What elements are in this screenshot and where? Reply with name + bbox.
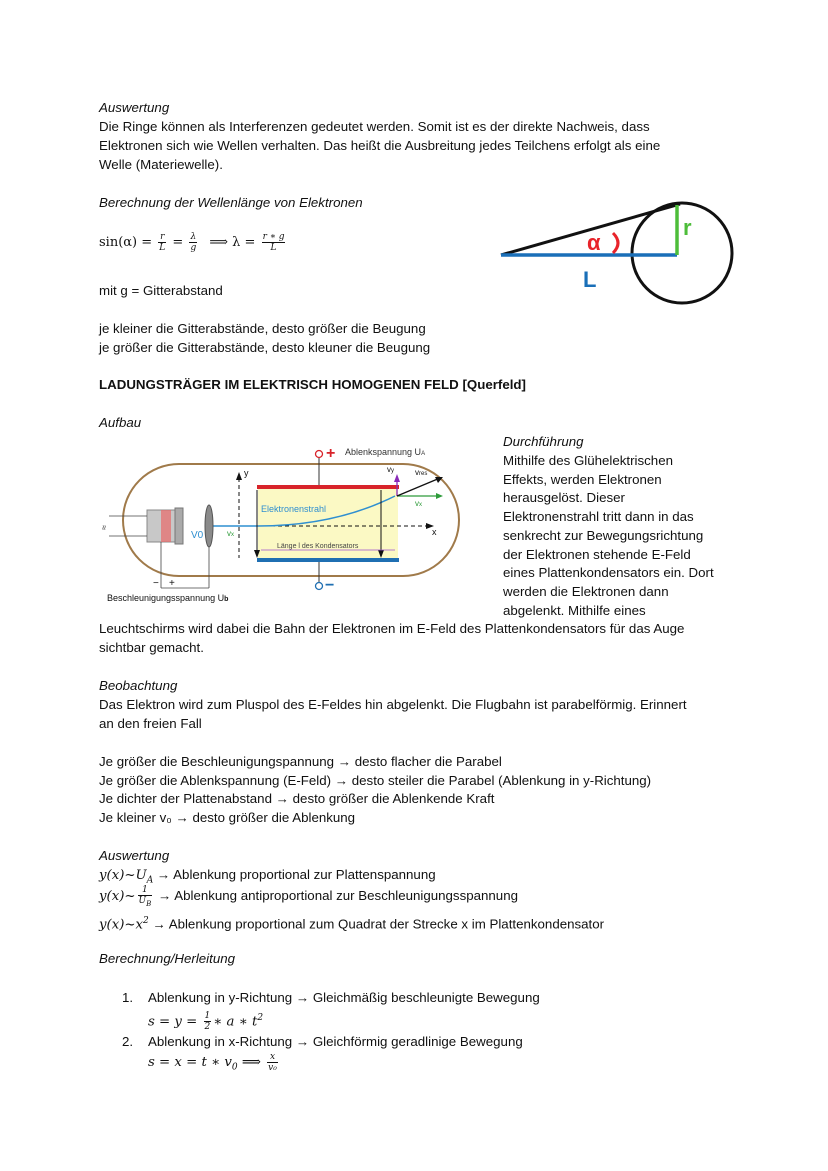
fraction-rg-over-l [262,232,286,253]
formula-1-lhs: s = y = [148,1014,198,1030]
fraction-numerator: x [267,1052,278,1063]
vx-left-sub: x [231,532,234,538]
angle-arc [613,233,618,253]
mit-g-text: mit g = Gitterabstand [99,283,223,298]
fraction-denominator: L [270,243,277,253]
durchfuehrung-cont-line-1: Leuchtschirms wird dabei die Bahn der Elektronen im E-Feld des Plattenkondensators für das Auge [99,621,685,636]
auswertung2-row-2 [99,884,518,909]
ablenkspannung-text: Ablenkspannung U [345,447,422,457]
equals-sign: = [172,235,184,250]
durchfuehrung-line: werden die Elektronen dann [503,583,669,599]
beschl-text: Beschleunigungsspannung U [107,593,225,603]
row2-text: → Ablenkung antiproportional zur Beschleunigungsspannung [154,888,518,903]
herleitung-formula-1 [148,1006,263,1034]
v0-label: V0 [191,530,204,541]
vres-text: v [415,468,419,477]
durchfuehrung-heading: Durchführung [503,434,584,449]
fraction-denominator: U [138,895,147,906]
bottom-terminal [316,583,323,590]
y-axis-label: y [244,468,249,478]
vx-right-text: v [415,499,419,508]
row1-text: → Ablenkung proportional zur Plattenspannung [153,867,436,882]
fraction-r-over-l [158,232,166,253]
row1-sub: A [146,875,154,886]
row1-math: y(x)~U [99,868,147,883]
top-terminal [316,451,323,458]
auswertung-text-line-2: Elektronen sich wie Wellen verhalten. Das heißt die Ausbreitung jedes Teilchens erfolgt als eine [99,138,661,153]
herleitung-heading: Berechnung/Herleitung [99,951,236,966]
fraction-denominator: 2 [204,1022,211,1033]
formula-1-rhs: ∗ a ∗ t [213,1014,258,1030]
durchfuehrung-text [503,452,714,620]
wellenlaenge-formula [99,232,287,253]
formula-2-lhs: s = x = t ∗ v [148,1055,232,1070]
durchfuehrung-line: eines Plattenkondensators ein. Dort [503,565,714,581]
herleitung-item-1-number: 1. [122,990,134,1005]
fraction-numerator: r [160,232,165,242]
beobachtung-line-2: an den freien Fall [99,716,202,731]
durchfuehrung-line: der Elektronen stehende E-Feld [503,546,691,562]
ablenkspannung-label [345,447,425,457]
l-label: L [583,267,597,292]
durchfuehrung-line: herausgelöst. Dieser [503,490,625,506]
auswertung-heading: Auswertung [99,100,170,115]
beobachtung-rule-1: Je größer die Beschleunigungspannung → desto flacher die Parabel [99,754,502,769]
fraction-denominator: g [190,243,197,253]
plus-sign: + [326,445,336,462]
beobachtung-line-1: Das Elektron wird zum Pluspol des E-Feldes hin abgelenkt. Die Flugbahn ist parabelförmig. Erinnert [99,697,687,712]
vy-sub: y [391,468,394,474]
ring-circle [632,203,732,303]
auswertung2-row-3 [99,912,604,934]
formula-2-sub: 0 [231,1062,238,1073]
rule-line-1: je kleiner die Gitterabstände, desto größer die Beugung [99,321,426,336]
durchfuehrung-line: Mithilfe des Glühelektrischen [503,453,673,468]
row3-text: → Ablenkung proportional zum Quadrat der Strecke x im Plattenkondensator [148,916,605,932]
alpha-label: α [587,230,601,255]
x-axis-label: x [432,527,437,537]
row3-sup: 2 [143,916,149,926]
anode-disc [205,505,213,547]
section-title: LADUNGSTRÄGER IM ELEKTRISCH HOMOGENEN FELD [Querfeld] [99,377,526,392]
auswertung-text-line-3: Welle (Materiewelle). [99,157,223,172]
fraction-1-over-ub [138,885,153,909]
row2-math: y(x)~ [99,889,136,904]
auswertung2-heading: Auswertung [99,848,170,863]
fraction-numerator: λ [190,232,197,242]
ablenkspannung-sub: A [421,451,426,457]
laenge-label: Länge l des Kondensators [277,543,359,550]
rule-line-2: je größer die Gitterabstände, desto kleuner die Beugung [99,340,431,355]
cathode-heater [161,510,171,542]
r-label: r [683,215,692,240]
row3-math: y(x)~x [99,917,144,933]
fraction-numerator: r ∗ g [262,232,285,242]
beobachtung-rule-3: Je dichter der Plattenabstand → desto größer die Ablenkende Kraft [99,791,495,806]
formula-lhs: sin(α) = [99,235,153,250]
implies-lambda: ⟹ λ = [209,235,256,250]
herleitung-item-2-number: 2. [122,1034,134,1049]
durchfuehrung-line: Elektronenstrahl tritt dann in das [503,509,694,525]
minus-sign: − [325,577,335,594]
durchfuehrung-cont-line-2: sichtbar gemacht. [99,640,204,655]
beobachtung-rule-4: Je kleiner v₀ → desto größer die Ablenkung [99,810,356,825]
durchfuehrung-line: senkrecht zur Bewegungsrichtung [503,527,704,543]
fraction-x-over-v0 [267,1052,278,1073]
auswertung-text-line-1: Die Ringe können als Interferenzen gedeutet werden. Somit ist es der direkte Nachweis, dass [99,119,650,134]
beobachtung-rule-2: Je größer die Ablenkspannung (E-Feld) → desto steiler die Parabel (Ablenkung in y-Richtung) [99,773,652,788]
durchfuehrung-line: abgelenkt. Mithilfe eines [503,602,646,618]
querfeld-setup-diagram [95,438,500,608]
formula-2-implies: ⟹ [237,1055,261,1070]
herleitung-item-2: Ablenkung in x-Richtung → Gleichförmig geradlinige Bewegung [148,1034,523,1049]
fraction-denominator: L [159,243,166,253]
accel-plus: + [169,578,175,589]
accel-minus: − [153,578,159,589]
vx-right-sub: x [419,502,422,508]
beschl-sub: b [224,596,229,603]
heater-symbol: ≈ [99,525,109,530]
fraction-numerator: 1 [204,1011,211,1022]
herleitung-item-1: Ablenkung in y-Richtung → Gleichmäßig beschleunigte Bewegung [148,990,540,1005]
gun-collar [175,508,183,544]
beschleunigungsspannung-label [107,593,228,603]
elektronenstrahl-label: Elektronenstrahl [261,504,327,514]
fraction-lambda-over-g [189,232,197,253]
formula-1-sup: 2 [257,1013,264,1023]
fraction-one-half [204,1011,212,1032]
interference-geometry-diagram [495,195,740,310]
beobachtung-heading: Beobachtung [99,678,178,693]
aufbau-heading: Aufbau [99,415,142,430]
fraction-denominator: v₀ [268,1063,277,1073]
durchfuehrung-line: Effekts, werden Elektronen [503,471,662,487]
vx-left-text: v [227,529,231,538]
fraction-denominator-sub: B [146,899,152,908]
fraction-numerator: 1 [138,885,153,896]
vy-text: v [387,465,391,474]
vres-sub: res [419,471,428,477]
wellenlaenge-heading: Berechnung der Wellenlänge von Elektronen [99,195,363,210]
herleitung-formula-2 [148,1050,280,1081]
